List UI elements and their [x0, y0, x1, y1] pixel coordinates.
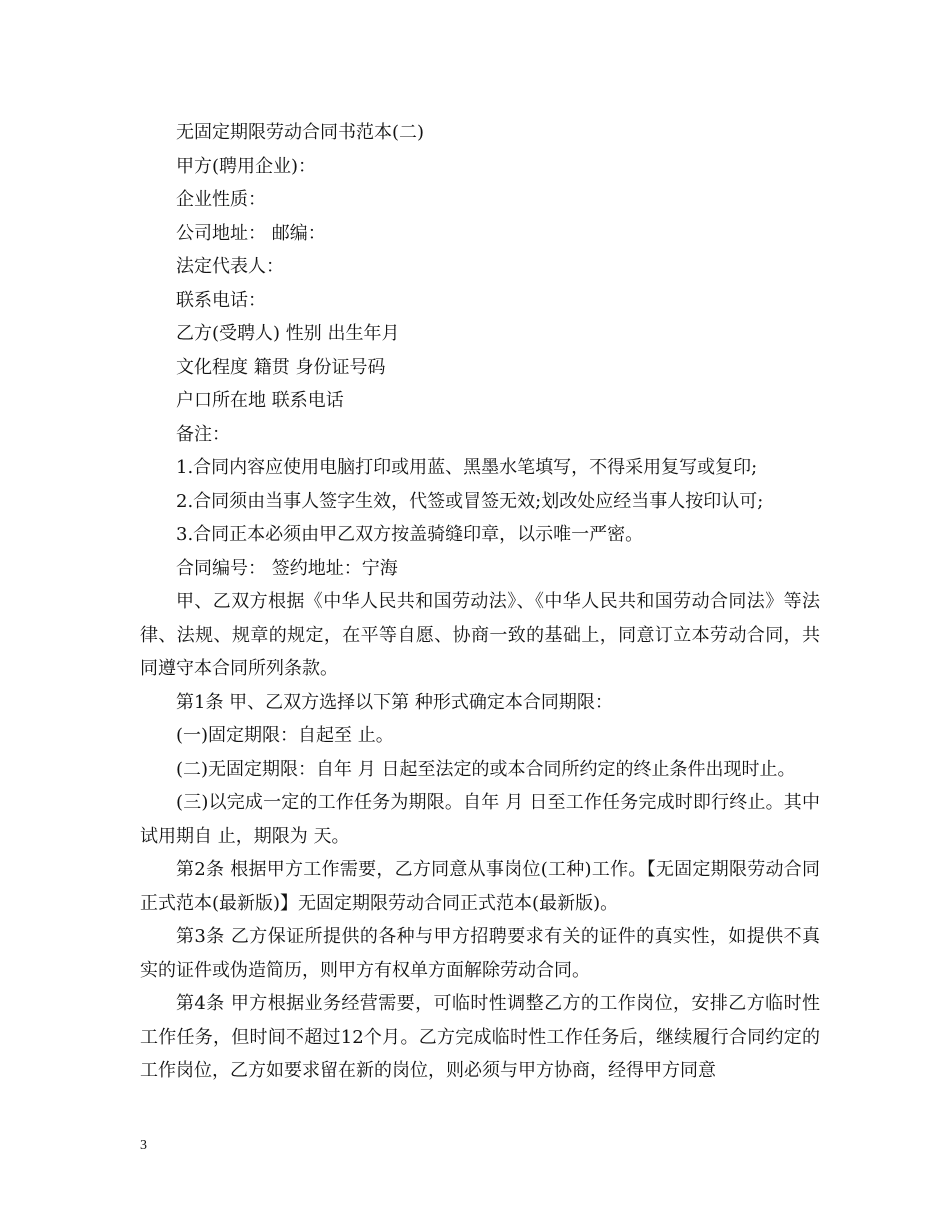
household-field: 户口所在地 联系电话	[176, 390, 344, 411]
education-field: 文化程度 籍贯 身份证号码	[176, 356, 386, 378]
note-item: 2.合同须由当事人签字生效，代签或冒签无效;划改处应经当事人按印认可;	[176, 490, 764, 512]
contract-number-field: 合同编号： 签约地址：宁海	[176, 557, 398, 579]
company-address-field: 公司地址： 邮编：	[176, 222, 326, 244]
preamble-paragraph: 甲、乙双方根据《中华人民共和国劳动法》、《中华人民共和国劳动合同法》等法律、法规、规章的规定，在平等自愿、协商一致的基础上，同意订立本劳动合同，共同遵守本合同所列条款。	[140, 591, 820, 679]
legal-representative-field: 法定代表人：	[176, 256, 284, 277]
page-number: 3	[140, 1138, 147, 1153]
note-item: 1.合同内容应使用电脑打印或用蓝、黑墨水笔填写，不得采用复写或复印;	[176, 457, 758, 478]
term-option-task-based: (三)以完成一定的工作任务为期限。自年 月 日至工作任务完成时即行终止。其中试用期自 止，期限为 天。	[140, 792, 820, 847]
article-2-paragraph: 第2条 根据甲方工作需要，乙方同意从事岗位(工种)工作。【无固定期限劳动合同正式范本(最新版)】无固定期限劳动合同正式范本(最新版)。	[140, 859, 820, 914]
document-body	[140, 116, 820, 1088]
note-item: 3.合同正本必须由甲乙双方按盖骑缝印章，以示唯一严密。	[176, 524, 644, 545]
party-b-label: 乙方(受聘人) 性别 出生年月	[176, 323, 400, 344]
notes-heading: 备注：	[176, 423, 230, 445]
article-3-paragraph: 第3条 乙方保证所提供的各种与甲方招聘要求有关的证件的真实性，如提供不真实的证件或伪造简历，则甲方有权单方面解除劳动合同。	[140, 926, 820, 981]
party-a-label: 甲方(聘用企业)：	[176, 155, 317, 177]
term-option-fixed: (一)固定期限：自起至 止。	[176, 725, 394, 746]
contact-phone-field: 联系电话：	[176, 289, 266, 311]
article-1-paragraph: 第1条 甲、乙双方选择以下第 种形式确定本合同期限：	[176, 691, 613, 713]
enterprise-nature-field: 企业性质：	[176, 189, 266, 210]
article-4-paragraph: 第4条 甲方根据业务经营需要，可临时性调整乙方的工作岗位，安排乙方临时性工作任务，但时间不超过12个月。乙方完成临时性工作任务后，继续履行合同约定的工作岗位，乙方如要求留在新的岗位，则必须与甲方协商，经得甲方同意	[140, 993, 820, 1081]
document-title: 无固定期限劳动合同书范本(二)	[176, 122, 425, 143]
term-option-open-ended: (二)无固定期限：自年 月 日起至法定的或本合同所约定的终止条件出现时止。	[176, 758, 796, 780]
